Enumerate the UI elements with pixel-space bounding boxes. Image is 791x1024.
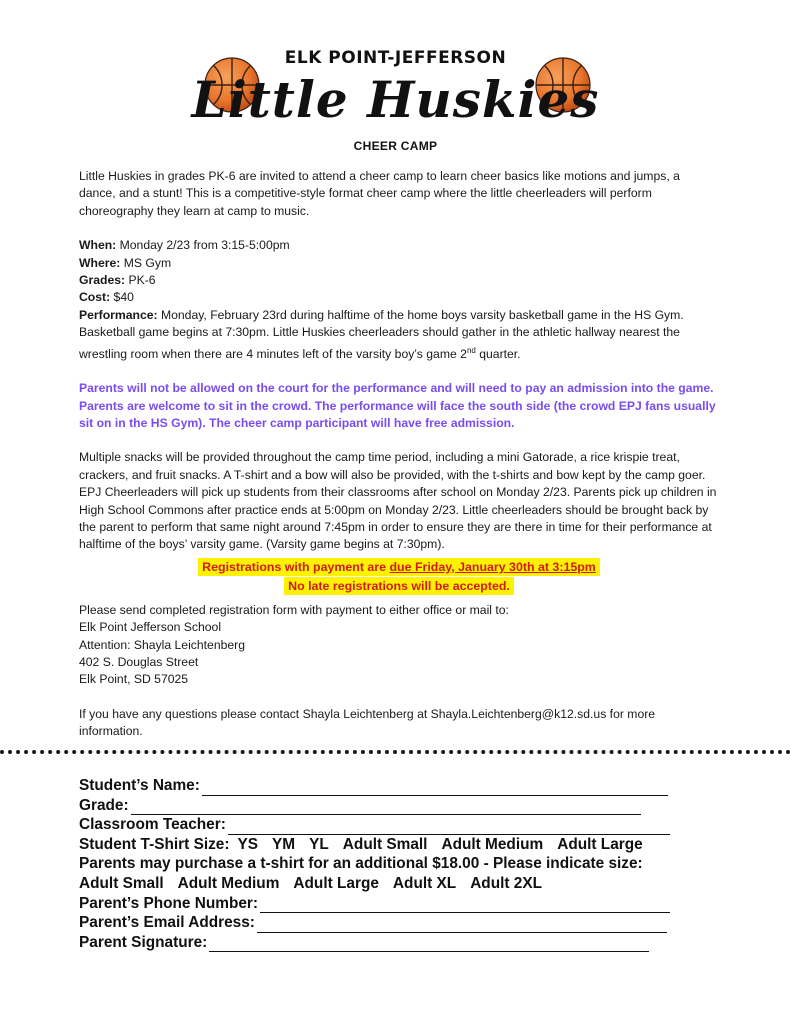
detail-when xyxy=(79,237,719,254)
adult-size-option[interactable]: Adult 2XL xyxy=(470,874,543,892)
size-option[interactable]: Adult Large xyxy=(557,835,643,853)
snacks-paragraph: Multiple snacks will be provided throughout the camp time period, including a mini Gatorade, a rice krispie treat, crackers, and fruit snacks. A T-shirt and a bow will also be provided, with the t-shirts and bow kept by the camp goer. EPJ Cheerleaders will pick up students from their classrooms after school on Monday 2/23. Parents pick up children in High School Commons after practice ends at 5:00pm on Monday 2/23. Little cheerleaders should be brought back by the parent to perform that same night around 7:45pm in order to ensure they are there in time for their performance at halftime of the boys’ varsity game. (Varsity game begins at 7:30pm). xyxy=(79,450,717,552)
mail-line-4: Elk Point, SD 57025 xyxy=(79,672,189,687)
tshirt-size-row xyxy=(79,835,699,855)
flyer-header xyxy=(0,0,791,160)
when-value: Monday 2/23 from 3:15-5:00pm xyxy=(116,238,290,253)
email-row xyxy=(79,913,699,933)
adult-size-option[interactable]: Adult XL xyxy=(392,874,457,892)
student-name-row xyxy=(79,776,699,796)
grade-row xyxy=(79,796,699,816)
performance-label: Performance: xyxy=(79,307,158,322)
grades-label: Grades: xyxy=(79,273,126,288)
grades-value: PK-6 xyxy=(125,273,156,288)
cost-label: Cost: xyxy=(79,290,111,305)
detail-performance xyxy=(79,307,719,363)
teacher-row xyxy=(79,815,699,835)
email-label: Parent’s Email Address: xyxy=(79,914,255,932)
size-option[interactable]: Adult Medium xyxy=(441,835,544,853)
page-title: Little Huskies xyxy=(191,70,600,129)
detail-where xyxy=(79,255,719,272)
size-option[interactable]: YS xyxy=(237,835,259,853)
extra-shirt-row xyxy=(79,854,699,874)
where-value: MS Gym xyxy=(120,255,172,270)
signature-label: Parent Signature: xyxy=(79,933,208,951)
size-option[interactable]: Adult Small xyxy=(342,835,428,853)
deadline-due: due Friday, January 30th at 3:15pm xyxy=(389,559,596,574)
mail-intro: Please send completed registration form with payment to either office or mail to: xyxy=(79,602,509,617)
registration-form xyxy=(79,776,699,952)
deadline-late: No late registrations will be accepted. xyxy=(288,578,510,593)
adult-size-option[interactable]: Adult Small xyxy=(79,874,164,892)
when-label: When: xyxy=(79,238,117,253)
detail-grades xyxy=(79,272,719,289)
cut-line-divider xyxy=(0,750,791,754)
adult-size-option[interactable]: Adult Medium xyxy=(177,874,280,892)
where-label: Where: xyxy=(79,255,121,270)
performance-value: Monday, February 23rd during halftime of the home boys varsity basketball game in the HS Gym. Basketball game begins at 7:30pm. Little Huskies cheerleaders should gather in the athletic hallway nearest the wrestling room when there are 4 minutes left of the varsity boy’s game 2 xyxy=(79,307,684,361)
signature-field[interactable] xyxy=(209,936,649,952)
detail-cost xyxy=(79,289,719,306)
mail-line-1: Elk Point Jefferson School xyxy=(79,620,222,635)
phone-row xyxy=(79,894,699,914)
grade-label: Grade: xyxy=(79,796,129,814)
deadline-highlight xyxy=(198,558,600,595)
contact-paragraph: If you have any questions please contact Shayla Leichtenberg at Shayla.Leichtenberg@k12.sd.us for more information. xyxy=(79,706,656,739)
tshirt-size-label: Student T-Shirt Size: xyxy=(79,835,230,853)
page-subtitle: CHEER CAMP xyxy=(353,139,438,153)
teacher-field[interactable] xyxy=(228,819,670,835)
performance-sup: nd xyxy=(466,345,476,355)
signature-row xyxy=(79,933,699,953)
student-name-field[interactable] xyxy=(202,780,668,796)
performance-end: quarter. xyxy=(475,346,521,361)
extra-shirt-label: Parents may purchase a t-shirt for an additional $18.00 - Please indicate size: xyxy=(79,855,643,873)
flyer-body xyxy=(79,168,719,741)
mail-line-2: Attention: Shayla Leichtenberg xyxy=(79,637,246,652)
school-name: ELK POINT-JEFFERSON xyxy=(284,48,507,68)
deadline-prefix: Registrations with payment are xyxy=(202,559,390,574)
phone-field[interactable] xyxy=(260,897,670,913)
parent-notice: Parents will not be allowed on the court for the performance and will need to pay an admission into the game. Parents are welcome to sit in the crowd. The performance will face the south side (the crowd EPJ fans usually sit on in the HS Gym). The cheer camp participant will have free admission. xyxy=(79,381,716,430)
adult-size-row xyxy=(79,874,699,894)
teacher-label: Classroom Teacher: xyxy=(79,816,226,834)
intro-paragraph: Little Huskies in grades PK-6 are invited to attend a cheer camp to learn cheer basics like motions and jumps, a dance, and a stunt! This is a competitive-style format cheer camp where the little cheerleaders will perform choreography they learn at camp to music. xyxy=(79,169,680,218)
size-option[interactable]: YM xyxy=(272,835,296,853)
email-field[interactable] xyxy=(257,917,667,933)
phone-label: Parent’s Phone Number: xyxy=(79,894,259,912)
grade-field[interactable] xyxy=(131,799,641,815)
mail-line-3: 402 S. Douglas Street xyxy=(79,655,199,669)
adult-size-option[interactable]: Adult Large xyxy=(293,874,379,892)
size-option[interactable]: YL xyxy=(309,835,329,853)
student-name-label: Student’s Name: xyxy=(79,777,200,794)
cost-value: $40 xyxy=(110,290,134,305)
deadline-banner xyxy=(79,558,719,596)
